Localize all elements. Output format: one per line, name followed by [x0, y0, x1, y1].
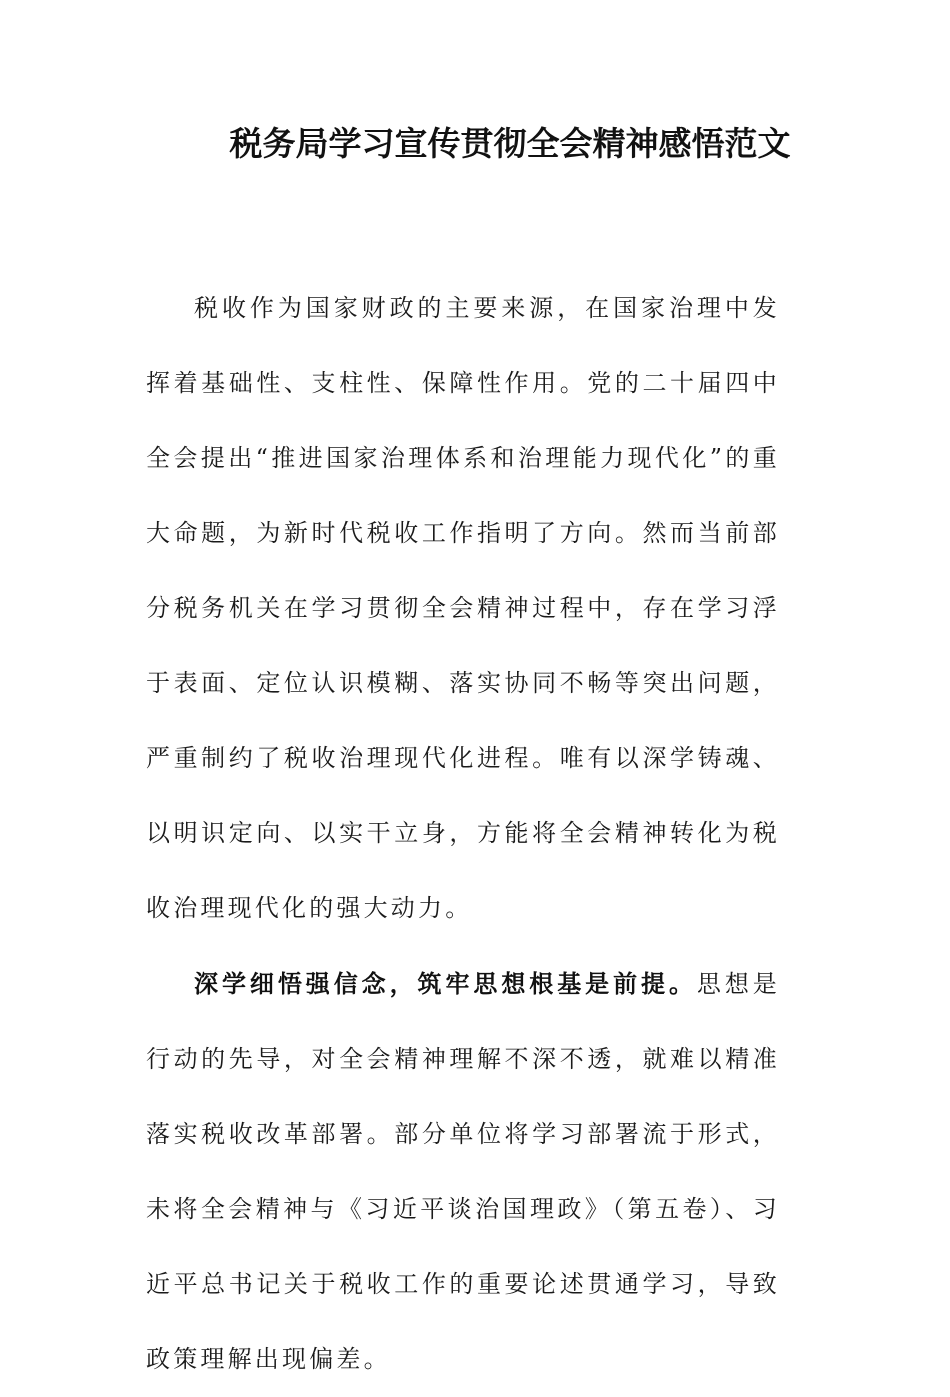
paragraph-section-1	[146, 946, 780, 1397]
paragraph-text: 思想是行动的先导，对全会精神理解不深不透，就难以精准落实税收改革部署。部分单位将学习部署流于形式，未将全会精神与《习近平谈治国理政》（第五卷）、习近平总书记关于税收工作的重要论述贯通学习，导致政策理解出现偏差。	[146, 970, 780, 1373]
paragraph-intro	[146, 270, 780, 946]
paragraph-lead: 深学细悟强信念，筑牢思想根基是前提。	[194, 969, 697, 998]
paragraph-text: 税收作为国家财政的主要来源，在国家治理中发挥着基础性、支柱性、保障性作用。党的二十届四中全会提出“推进国家治理体系和治理能力现代化”的重大命题，为新时代税收工作指明了方向。然而当前部分税务机关在学习贯彻全会精神过程中，存在学习浮于表面、定位认识模糊、落实协同不畅等突出问题，严重制约了税收治理现代化进程。唯有以深学铸魂、以明识定向、以实干立身，方能将全会精神转化为税收治理现代化的强大动力。	[146, 294, 780, 922]
document-body	[146, 270, 780, 1397]
document-title: 税务局学习宣传贯彻全会精神感悟范文	[229, 124, 791, 163]
